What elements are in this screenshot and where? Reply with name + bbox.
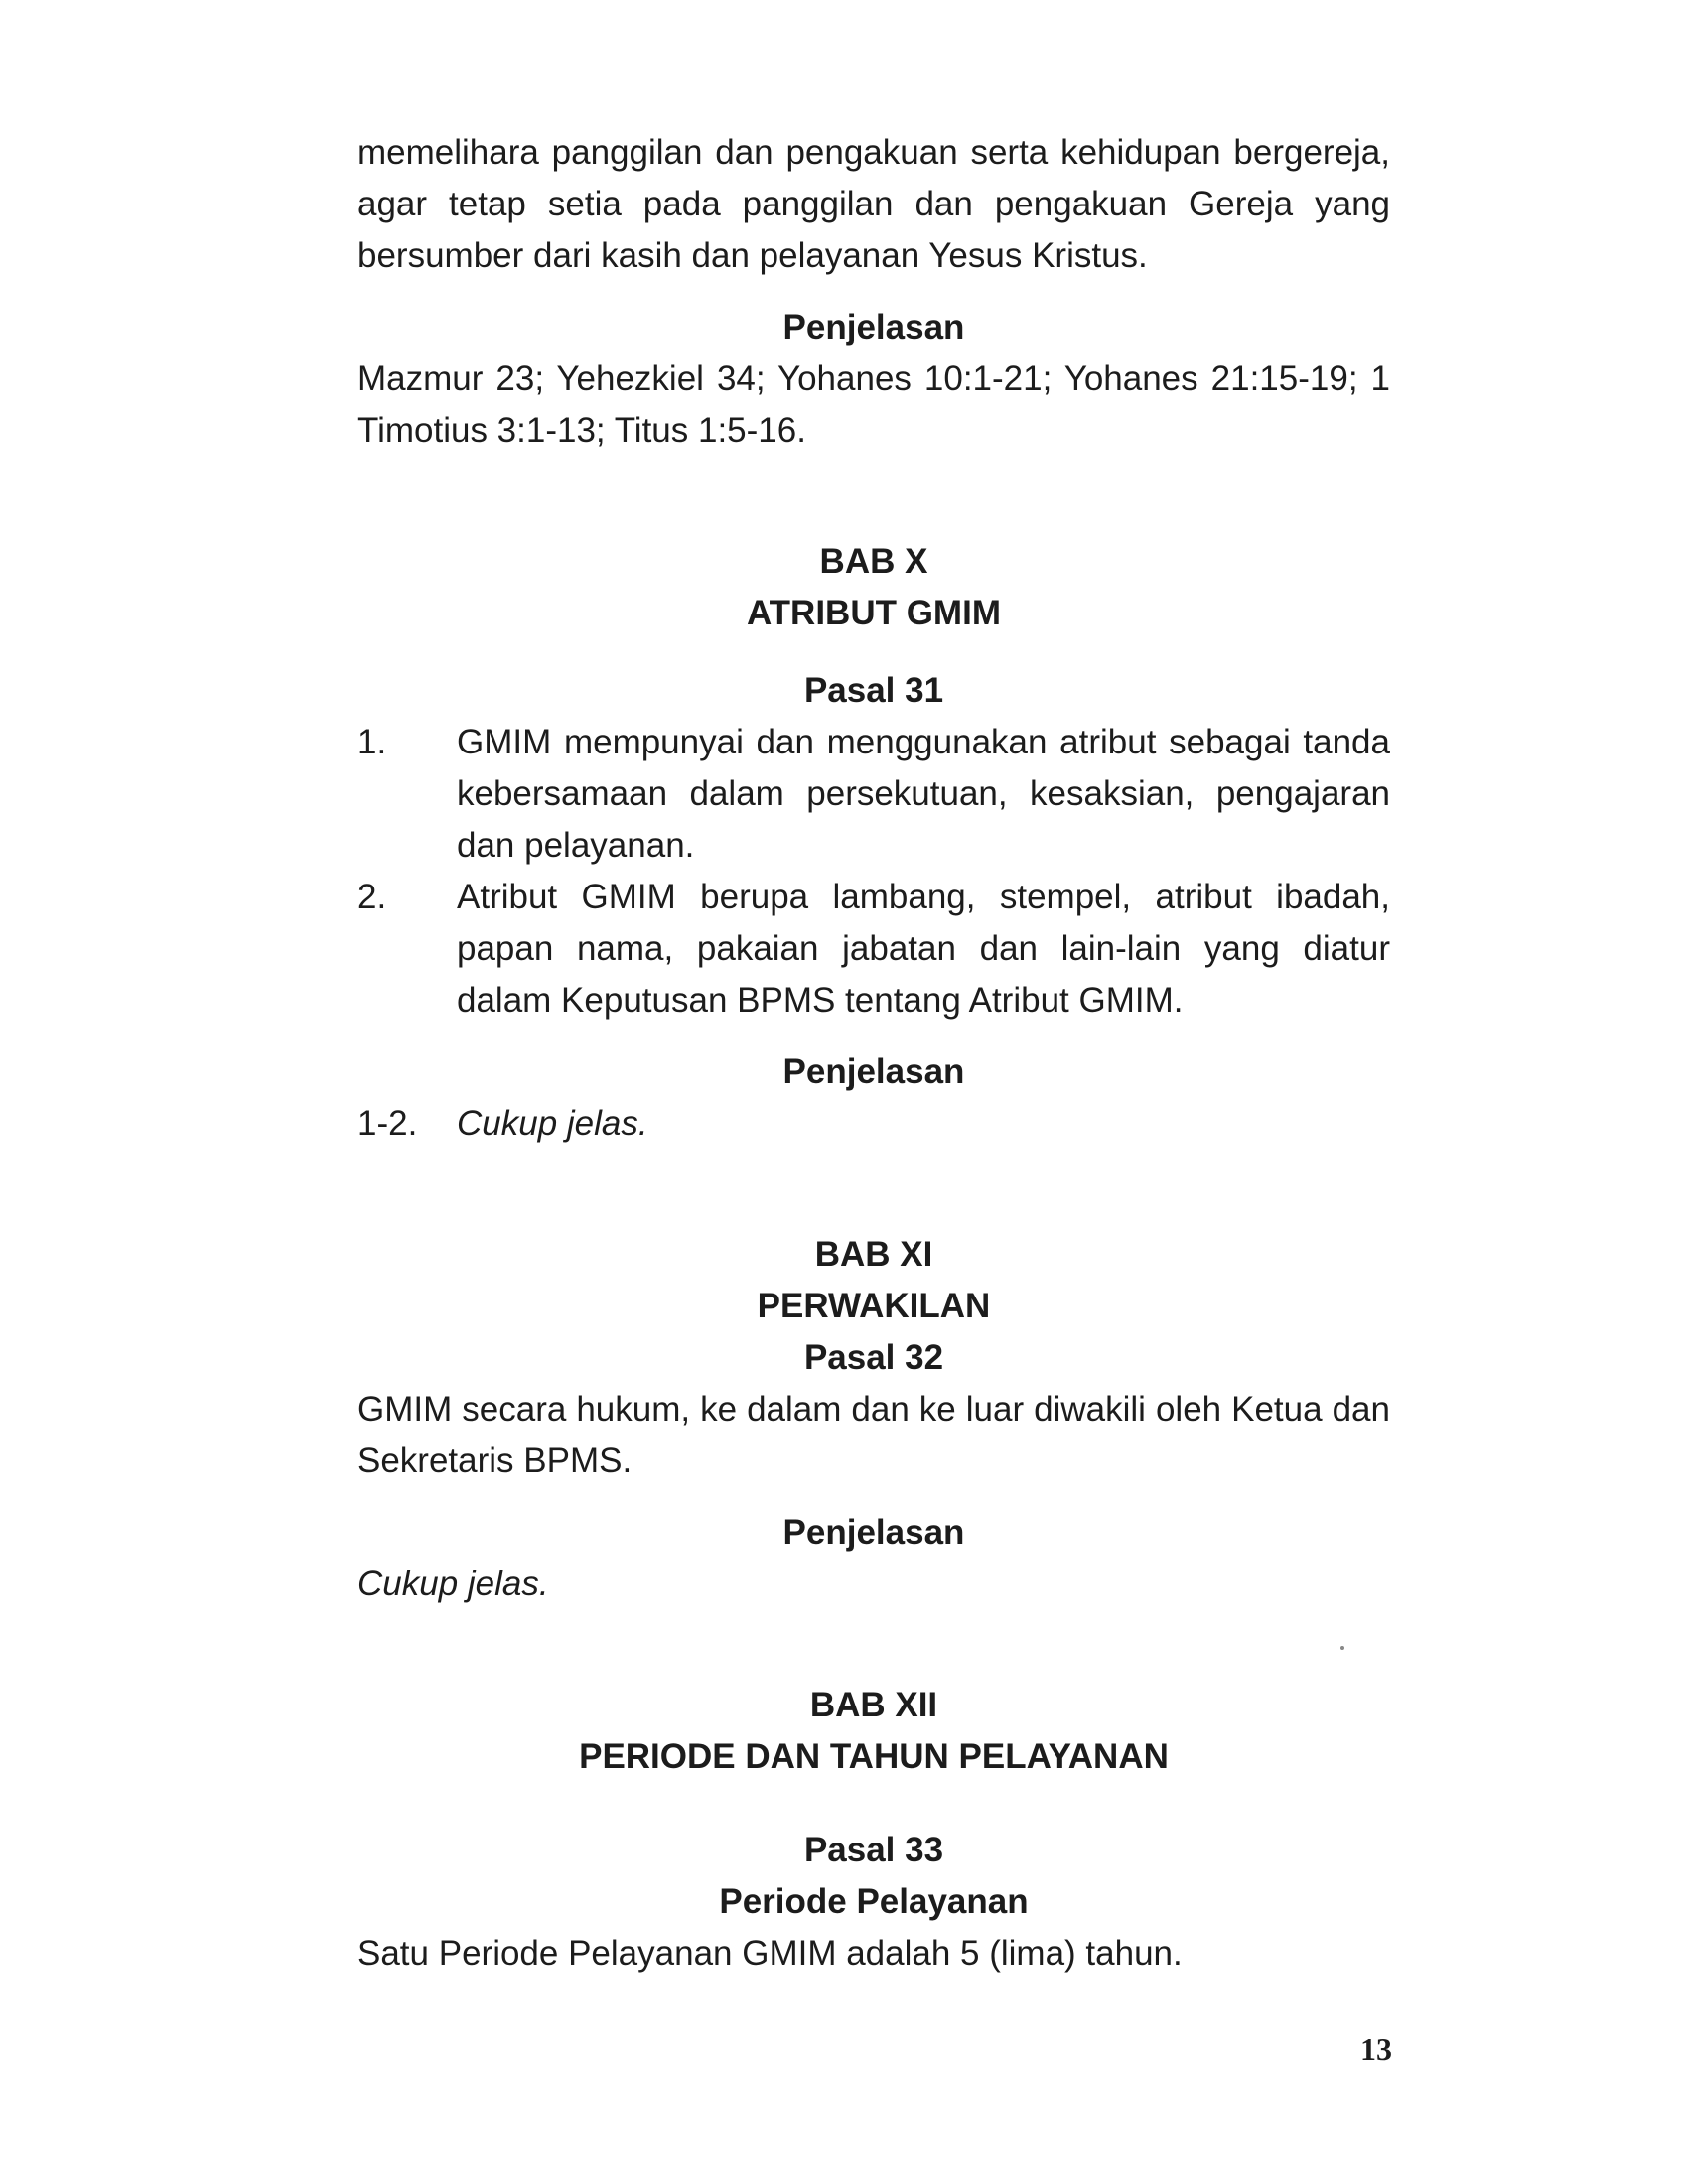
intro-paragraph: memelihara panggilan dan pengakuan serta kehidupan bergereja, agar tetap setia pada panggilan dan pengakuan Gereja yang bersumber dari kasih dan pelayanan Yesus Kristus. bbox=[357, 133, 1390, 275]
list-item bbox=[357, 872, 1390, 1026]
explanation-text: Cukup jelas. bbox=[457, 1104, 648, 1143]
list-item-number: 1. bbox=[357, 723, 387, 761]
article-text: Satu Periode Pelayanan GMIM adalah 5 (lima) tahun. bbox=[357, 1934, 1183, 1973]
article-text: GMIM secara hukum, ke dalam dan ke luar diwakili oleh Ketua dan Sekretaris BPMS. bbox=[357, 1390, 1390, 1480]
page-number: 13 bbox=[1360, 2031, 1392, 2067]
chapter-bab-x: BAB X bbox=[819, 542, 928, 581]
document-page bbox=[357, 127, 1390, 1979]
scan-speck bbox=[1340, 1646, 1344, 1650]
list-item-text: GMIM mempunyai dan menggunakan atribut sebagai tanda kebersamaan dalam persekutuan, kesaksian, pengajaran dan pelayanan. bbox=[457, 723, 1390, 865]
article-pasal-33: Pasal 33 bbox=[803, 1831, 944, 1869]
penjelasan-heading: Penjelasan bbox=[782, 1513, 965, 1552]
article-pasal-32: Pasal 32 bbox=[803, 1338, 944, 1377]
penjelasan-heading: Penjelasan bbox=[782, 308, 965, 346]
chapter-title-atribut: ATRIBUT GMIM bbox=[747, 594, 1001, 632]
penjelasan-heading: Penjelasan bbox=[782, 1052, 965, 1091]
list-item-text: Atribut GMIM berupa lambang, stempel, atribut ibadah, papan nama, pakaian jabatan dan lain-lain yang diatur dalam Keputusan BPMS tentang Atribut GMIM. bbox=[457, 878, 1390, 1020]
article-pasal-31: Pasal 31 bbox=[803, 671, 944, 710]
chapter-bab-xii: BAB XII bbox=[809, 1686, 938, 1724]
scripture-references: Mazmur 23; Yehezkiel 34; Yohanes 10:1-21; Yohanes 21:15-19; 1 Timotius 3:1-13; Titus 1:5-16. bbox=[357, 359, 1390, 450]
list-item-number: 2. bbox=[357, 878, 387, 916]
explanation-number: 1-2. bbox=[357, 1104, 418, 1143]
list-item bbox=[357, 717, 1390, 872]
article-subtitle: Periode Pelayanan bbox=[719, 1882, 1029, 1921]
chapter-title-perwakilan: PERWAKILAN bbox=[757, 1287, 991, 1325]
chapter-title-periode: PERIODE DAN TAHUN PELAYANAN bbox=[579, 1737, 1169, 1776]
chapter-bab-xi: BAB XI bbox=[814, 1235, 933, 1274]
explanation-item bbox=[357, 1098, 1390, 1150]
explanation-text: Cukup jelas. bbox=[357, 1565, 549, 1603]
